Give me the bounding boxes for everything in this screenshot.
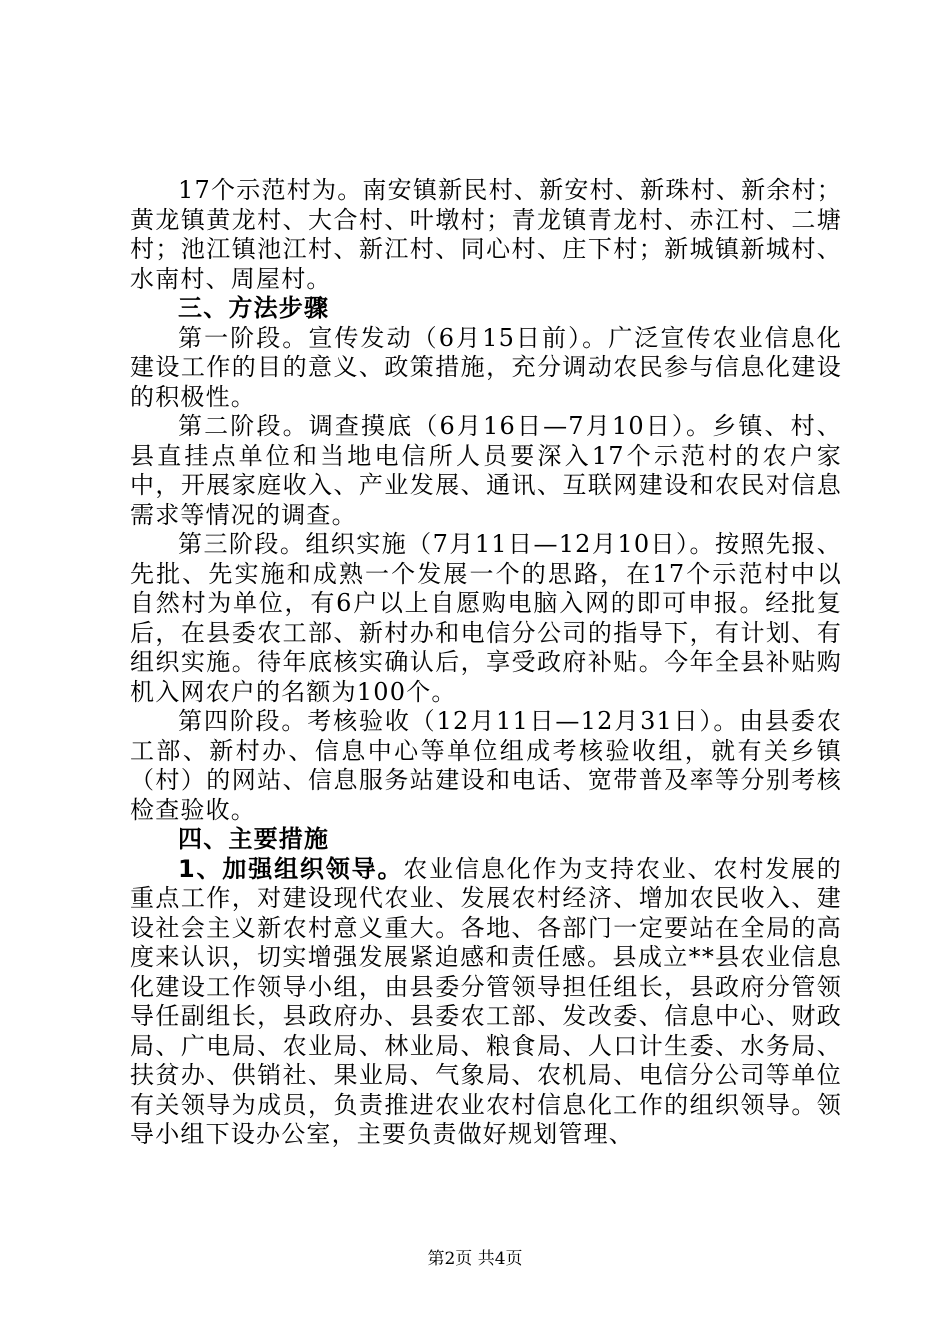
measure-1-lead: 1、加强组织领导。 <box>178 854 404 883</box>
paragraph-stage-2: 第二阶段。调查摸底（6月16日—7月10日）。乡镇、村、县直挂点单位和当地电信所人员要深入17个示范村的农户家中，开展家庭收入、产业发展、通讯、互联网建设和农民对信息需求等情况的调查。 <box>130 412 842 529</box>
section-heading-methods: 三、方法步骤 <box>178 294 330 322</box>
paragraph-stage-1: 第一阶段。宣传发动（6月15日前）。广泛宣传农业信息化建设工作的目的意义、政策措施，充分调动农民参与信息化建设的积极性。 <box>130 323 842 411</box>
measure-1-body: 农业信息化作为支持农业、农村发展的重点工作，对建设现代农业、发展农村经济、增加农民收入、建设社会主义新农村意义重大。各地、各部门一定要站在全局的高度来认识，切实增强发展紧迫感和责任感。县成立**县农业信息化建设工作领导小组，由县委分管领导担任组长，县政府分管领导任副组长，县政府办、县委农工部、发改委、信息中心、财政局、广电局、农业局、林业局、粮食局、人口计生委、水务局、扶贫办、供销社、果业局、气象局、农机局、电信分公司等单位有关领导为成员，负责推进农业农村信息化工作的组织领导。领导小组下设办公室，主要负责做好规划管理、 <box>130 854 842 1148</box>
section-heading-measures: 四、主要措施 <box>178 825 330 853</box>
paragraph-stage-3: 第三阶段。组织实施（7月11日—12月10日）。按照先报、先批、先实施和成熟一个发展一个的思路，在17个示范村中以自然村为单位，有6户以上自愿购电脑入网的即可申报。经批复后，在县委农工部、新村办和电信分公司的指导下，有计划、有组织实施。待年底核实确认后，享受政府补贴。今年全县补贴购机入网农户的名额为100个。 <box>130 530 842 706</box>
paragraph-stage-4: 第四阶段。考核验收（12月11日—12月31日）。由县委农工部、新村办、信息中心等单位组成考核验收组，就有关乡镇（村）的网站、信息服务站建设和电话、宽带普及率等分别考核检查验收。 <box>130 707 842 824</box>
paragraph-measure-1 <box>130 855 842 1150</box>
paragraph-villages: 17个示范村为。南安镇新民村、新安村、新珠村、新余村；黄龙镇黄龙村、大合村、叶墩村；青龙镇青龙村、赤江村、二塘村；池江镇池江村、新江村、同心村、庄下村；新城镇新城村、水南村、周屋村。 <box>130 176 842 293</box>
document-body <box>130 176 842 1150</box>
page-number-footer: 第2页 共4页 <box>427 1249 523 1269</box>
